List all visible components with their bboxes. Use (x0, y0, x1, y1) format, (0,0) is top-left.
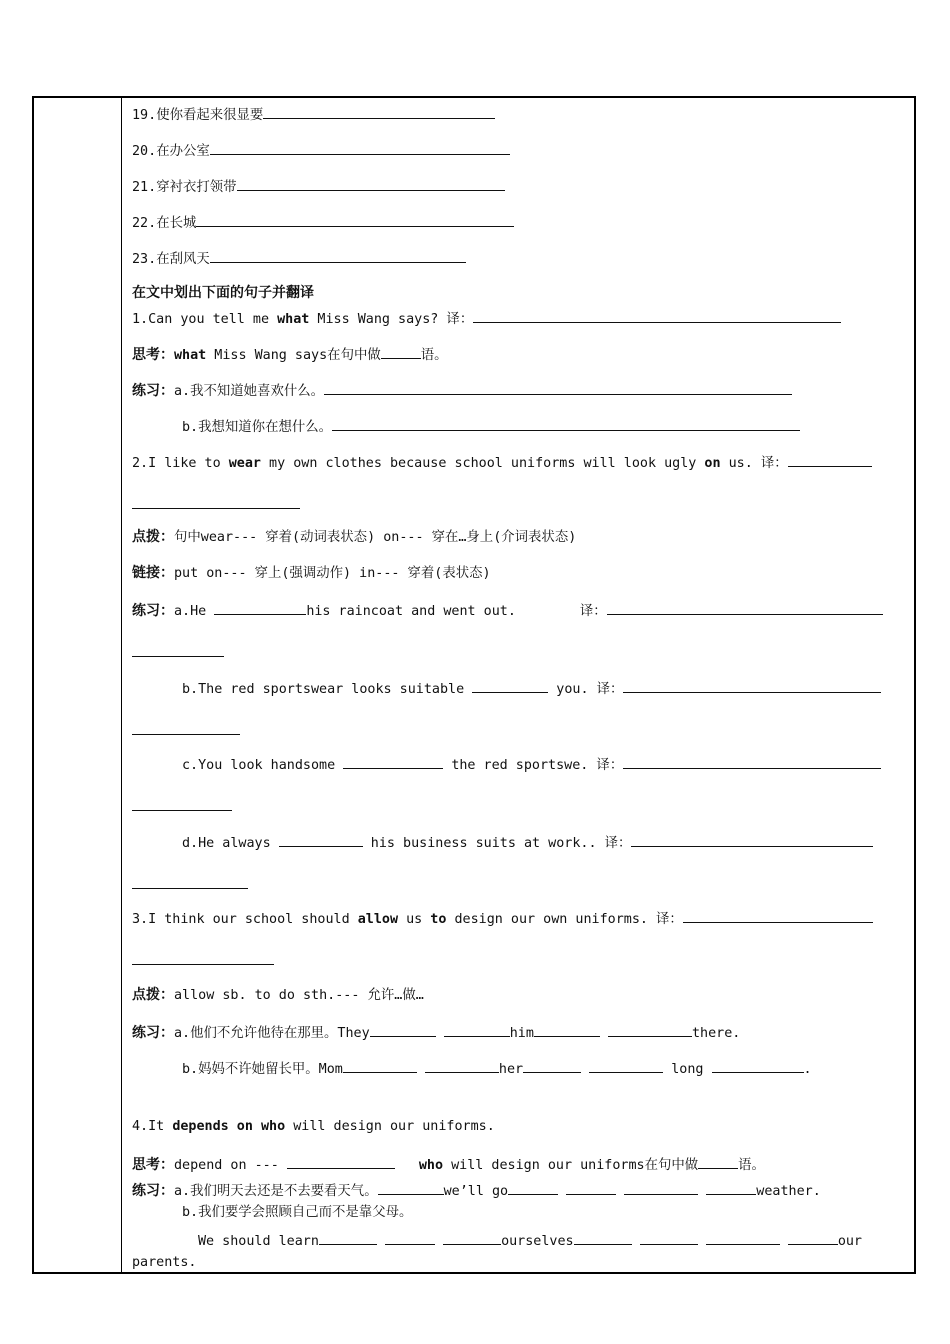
q4-think: 思考：depend on --- who will design our uniforms在句中做 语。 (132, 1154, 765, 1175)
q2-practice-c: c.You look handsome the red sportswe. 译： (182, 754, 881, 775)
question-2: 2.I like to wear my own clothes because school uniforms will look ugly on us. 译： (132, 452, 872, 473)
worksheet-content (132, 98, 908, 1272)
q3-practice-a: 练习：a.他们不允许他待在那里。They him there. (132, 1022, 740, 1043)
question-4: 4.It depends on who will design our uniforms. (132, 1119, 495, 1134)
question-1: 1.Can you tell me what Miss Wang says? 译： (132, 308, 841, 329)
section-title: 在文中划出下面的句子并翻译 (132, 285, 314, 301)
left-column (34, 98, 122, 1272)
list-item: 22.在长城 (132, 212, 514, 233)
answer-line (132, 734, 240, 735)
list-item: 20.在办公室 (132, 140, 510, 161)
list-item: 23.在刮风天 (132, 248, 466, 269)
q1-practice-b: b.我想知道你在想什么。 (182, 416, 800, 437)
q4-practice-b-cont: parents. (132, 1255, 197, 1270)
answer-line (132, 964, 274, 965)
answer-line (132, 810, 232, 811)
q4-practice-a: 练习：a.我们明天去还是不去要看天气。 we’ll go weather. (132, 1180, 821, 1201)
answer-line (132, 508, 300, 509)
q2-practice-d: d.He always his business suits at work.. 译： (182, 832, 873, 853)
question-3: 3.I think our school should allow us to design our own uniforms. 译： (132, 908, 873, 929)
answer-line (132, 888, 248, 889)
q1-practice-a: 练习：a.我不知道她喜欢什么。 (132, 380, 792, 401)
q4-practice-b: b.我们要学会照顾自己而不是靠父母。 (182, 1205, 413, 1220)
q2-practice-b: b.The red sportswear looks suitable you. 译： (182, 678, 881, 699)
q2-tip: 点拨：句中wear--- 穿着(动词表状态) on--- 穿在…身上(介词表状态) (132, 529, 577, 545)
q4-practice-b-line: We should learn ourselves our (198, 1230, 862, 1251)
q2-practice-a: 练习：a.He his raincoat and went out. 译： (132, 600, 883, 621)
q3-practice-b: b.妈妈不许她留长甲。Mom her long . (182, 1058, 812, 1079)
q3-tip: 点拨：allow sb. to do sth.--- 允许…做… (132, 987, 424, 1003)
list-item: 19.使你看起来很显要 (132, 104, 495, 125)
q2-link: 链接：put on--- 穿上(强调动作) in--- 穿着(表状态) (132, 565, 491, 581)
worksheet-table (32, 96, 916, 1274)
answer-line (132, 656, 224, 657)
q1-think: 思考：what Miss Wang says在句中做 语。 (132, 344, 448, 365)
list-item: 21.穿衬衣打领带 (132, 176, 505, 197)
